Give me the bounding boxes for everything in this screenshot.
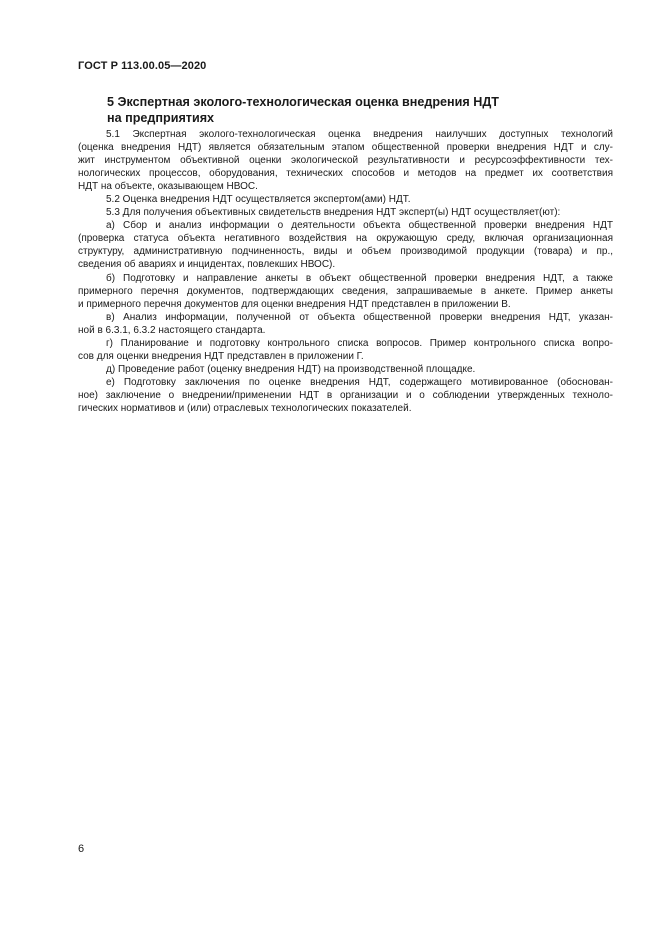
section-title-line: на предприятиях: [107, 111, 215, 125]
item-g-line: сов для оценки внедрения НДТ представлен в приложении Г.: [78, 350, 364, 362]
item-v-line: ной в 6.3.1, 6.3.2 настоящего стандарта.: [78, 324, 266, 336]
section-title: [107, 94, 587, 126]
item-e-line: е) Подготовку заключения по оценке внедрения НДТ, содержащего мотивированное (обоснован-: [106, 376, 613, 388]
item-a-line: а) Сбор и анализ информации о деятельности объекта общественной проверки внедрения НДТ: [106, 220, 613, 232]
paragraph-5-3: 5.3 Для получения объективных свидетельств внедрения НДТ эксперт(ы) НДТ осуществляет(ют):: [106, 207, 561, 219]
paragraph-5-1-line: 5.1 Экспертная эколого-технологическая оценка внедрения наилучших доступных технологий: [106, 129, 613, 140]
paragraph-5-1-line: нологических процессов, оборудования, технических способов и методов на предмет их соответствия: [78, 168, 613, 180]
item-b-line: б) Подготовку и направление анкеты в объект общественной проверки внедрения НДТ, а также: [106, 272, 613, 284]
item-b-line: и примерного перечня документов для оценки внедрения НДТ представлен в приложении В.: [78, 298, 511, 310]
paragraph-5-2: 5.2 Оценка внедрения НДТ осуществляется экспертом(ами) НДТ.: [106, 194, 411, 206]
item-v-line: в) Анализ информации, полученной от объекта общественной проверки внедрения НДТ, указан-: [106, 311, 613, 323]
item-e-line: ное) заключение о внедрении/применении НДТ в организации и о соблюдении утвержденных техноло-: [78, 389, 613, 401]
item-a-line: структуру, административную подчиненность, виды и объем производимой продукции (товара) и пр.,: [78, 246, 613, 258]
item-g-line: г) Планирование и подготовку контрольного списка вопросов. Пример контрольного списка вопро-: [106, 337, 613, 349]
section-body: [78, 128, 613, 415]
paragraph-5-1-line: НДТ на объекте, оказывающем НВОС.: [78, 181, 258, 193]
item-a-line: (проверка статуса объекта негативного воздействия на окружающую среду, включая организационная: [78, 233, 613, 245]
section-title-line: 5 Экспертная эколого-технологическая оценка внедрения НДТ: [107, 95, 499, 109]
paragraph-5-1-line: (оценка внедрения НДТ) является обязательным этапом общественной проверки внедрения НДТ и слу-: [78, 142, 613, 154]
item-e-line: гических нормативов и (или) отраслевых технологических показателей.: [78, 402, 412, 414]
paragraph-5-1-line: жит инструментом объективной оценки экологической результативности и ресурсоэффективности тех-: [78, 155, 613, 167]
item-d: д) Проведение работ (оценку внедрения НДТ) на производственной площадке.: [106, 363, 476, 375]
page-number: 6: [78, 843, 85, 855]
item-b-line: примерного перечня документов, подтверждающих сведения, запрашиваемые в анкете. Пример анкеты: [78, 285, 613, 297]
document-header-code: ГОСТ Р 113.00.05—2020: [78, 60, 207, 72]
item-a-line: сведения об авариях и инцидентах, повлекших НВОС).: [78, 259, 336, 271]
